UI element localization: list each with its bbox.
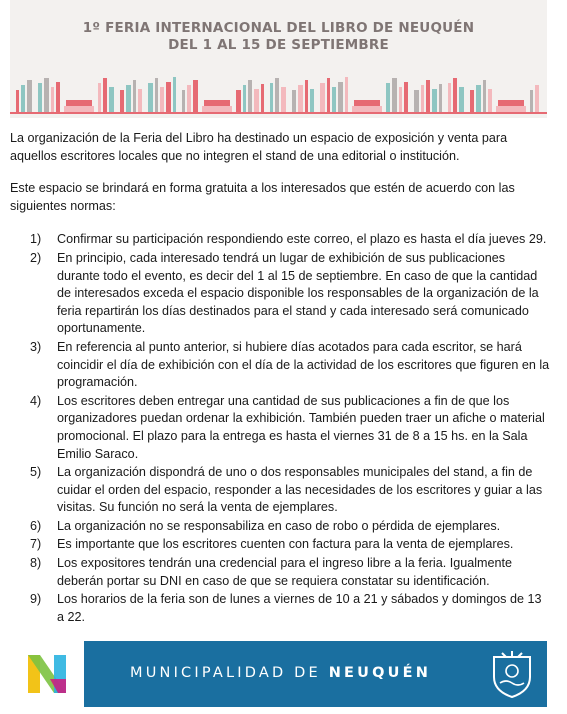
book-spine — [193, 80, 198, 112]
book-spine — [21, 85, 25, 112]
rule-item — [10, 591, 550, 626]
municipality-name — [130, 665, 431, 681]
intro-paragraph: La organización de la Feria del Libro ha destinado un espacio de exposición y venta para aquellos escritores locales que no integren el stand de una editorial o institución. — [10, 131, 508, 163]
book-spine — [414, 90, 419, 112]
book-spine — [182, 90, 185, 112]
book-spine — [109, 87, 114, 112]
book-spine — [120, 90, 124, 112]
rule-text: La organización no se responsabiliza en caso de robo o pérdida de ejemplares. — [57, 518, 501, 533]
document-body — [10, 130, 550, 626]
book-stack-top — [204, 100, 230, 106]
book-spine — [392, 78, 397, 112]
book-spine — [16, 90, 19, 112]
rule-item — [10, 339, 550, 392]
rule-text: Los horarios de la feria son de lunes a viernes de 10 a 21 y sábados y domingos de 13 a 22. — [57, 592, 542, 624]
book-spine — [44, 78, 49, 112]
rule-number: 1) — [30, 232, 42, 247]
book-spine — [483, 80, 486, 112]
book-spine — [254, 89, 259, 112]
rule-number: 8) — [30, 556, 42, 571]
book-spine — [103, 78, 107, 112]
rule-number: 4) — [30, 393, 42, 408]
book-stack-top — [354, 100, 380, 106]
book-stack-bottom — [202, 106, 232, 112]
book-spine — [236, 90, 241, 112]
book-spine — [453, 78, 457, 112]
book-spine — [298, 85, 303, 112]
book-spine — [51, 87, 54, 112]
rule-text: Es importante que los escritores cuenten con factura para la venta de ejemplares. — [57, 537, 514, 552]
book-spine — [327, 78, 330, 112]
book-spine — [281, 87, 286, 112]
rule-item — [10, 250, 550, 338]
municipality-logo — [10, 641, 84, 707]
rule-text: Los escritores deben entregar una cantidad de sus publicaciones a fin de que los organizadores puedan ordenar la exhibición. También pueden traer un afiche o material promocional. El plazo para la entrega es hasta el viernes 31 de 8 a 15 hs. en la Sala Emilio Saraco. — [57, 393, 545, 461]
rule-text: En referencia al punto anterior, si hubiere días acotados para cada escritor, se hará coincidir el día de exhibición con el día de la actividad de los escritores que figuren en la programación. — [57, 339, 550, 390]
book-spine — [173, 77, 176, 112]
rule-item — [10, 231, 550, 249]
book-spine — [476, 85, 481, 112]
book-spine — [27, 80, 32, 112]
book-stack-top — [498, 100, 524, 106]
book-spine — [470, 90, 474, 112]
book-spine — [530, 90, 533, 112]
seal-sun — [506, 665, 518, 677]
book-stack-bottom — [352, 106, 382, 112]
book-spine — [432, 89, 437, 112]
book-spine — [338, 82, 343, 112]
book-spine — [404, 82, 408, 112]
book-spine — [270, 83, 273, 112]
municipality-prefix: MUNICIPALIDAD DE — [130, 665, 321, 681]
rule-number: 6) — [30, 518, 42, 533]
bookshelf-illustration — [10, 70, 547, 116]
book-spine — [310, 89, 314, 112]
book-spine — [148, 83, 153, 112]
book-spine — [56, 82, 60, 112]
rule-item — [10, 518, 550, 536]
book-spine — [399, 87, 402, 112]
book-spine — [292, 90, 296, 112]
rule-text: Los expositores tendrán una credencial para el ingreso libre a la feria. Igualmente deberán portar su DNI en caso de que se requiera constatar su identificación. — [57, 556, 513, 588]
book-spine — [439, 84, 442, 112]
book-spine — [160, 87, 164, 112]
rule-number: 5) — [30, 465, 42, 480]
rule-text: Confirmar su participación respondiendo este correo, el plazo es hasta el día jueves 29. — [57, 232, 547, 247]
rule-text: En principio, cada interesado tendrá un lugar de exhibición de sus publicaciones durante todo el evento, es decir del 1 al 15 de septiembre. En caso de que la cantidad de interesados exceda el espacio disponible los responsables de la organización de la feria repartirán los días destinados para el stand y cada interesado será comunicado oportunamente. — [57, 250, 539, 336]
book-spine — [38, 83, 42, 112]
book-stack-bottom — [496, 106, 526, 112]
banner-title — [10, 20, 547, 54]
banner-title-line1: 1º FERIA INTERNACIONAL DEL LIBRO DE NEUQUÉN — [82, 20, 475, 36]
book-spine — [488, 89, 492, 112]
n-logo-icon — [10, 641, 84, 707]
rule-number: 3) — [30, 339, 42, 354]
book-spine — [535, 85, 539, 112]
municipality-footer — [10, 641, 547, 707]
book-spine — [320, 83, 325, 112]
banner-title-line2: DEL 1 AL 15 DE SEPTIEMBRE — [168, 37, 389, 53]
book-spine — [448, 83, 451, 112]
book-spine — [421, 85, 424, 112]
book-stack-top — [66, 100, 92, 106]
rule-number: 9) — [30, 592, 42, 607]
book-spine — [126, 85, 131, 112]
book-spine — [426, 80, 430, 112]
book-spine — [386, 83, 390, 112]
book-spine — [155, 78, 158, 112]
shelf-line — [10, 112, 547, 114]
book-spine — [332, 87, 336, 112]
rule-number: 2) — [30, 250, 42, 265]
book-spine — [98, 83, 101, 112]
event-banner — [10, 0, 547, 118]
book-spine — [345, 77, 348, 112]
rules-intro-paragraph: Este espacio se brindará en forma gratuita a los interesados que estén de acuerdo con las siguientes normas: — [10, 181, 515, 213]
book-spine — [248, 80, 252, 112]
book-stack-bottom — [64, 106, 94, 112]
book-spine — [305, 80, 308, 112]
book-spine — [138, 89, 142, 112]
seal-waves — [500, 681, 524, 685]
seal-crest — [502, 651, 522, 657]
rule-item — [10, 536, 550, 554]
rule-number: 7) — [30, 537, 42, 552]
book-spine — [275, 78, 279, 112]
coat-of-arms-icon — [488, 649, 536, 699]
municipality-city: NEUQUÉN — [328, 665, 432, 681]
book-spine — [133, 80, 136, 112]
book-spine — [166, 82, 171, 112]
book-spine — [243, 85, 246, 112]
rule-item — [10, 464, 550, 517]
book-spine — [261, 84, 264, 112]
book-spine — [459, 87, 464, 112]
rule-item — [10, 393, 550, 463]
book-spine — [187, 85, 191, 112]
rules-list — [10, 231, 550, 626]
rule-text: La organización dispondrá de uno o dos responsables municipales del stand, a fin de cuidar el orden del espacio, responder a las necesidades de los escritores y guiar a las visitas. Su función no será la venta de ejemplares. — [57, 465, 543, 515]
rule-item — [10, 555, 550, 590]
